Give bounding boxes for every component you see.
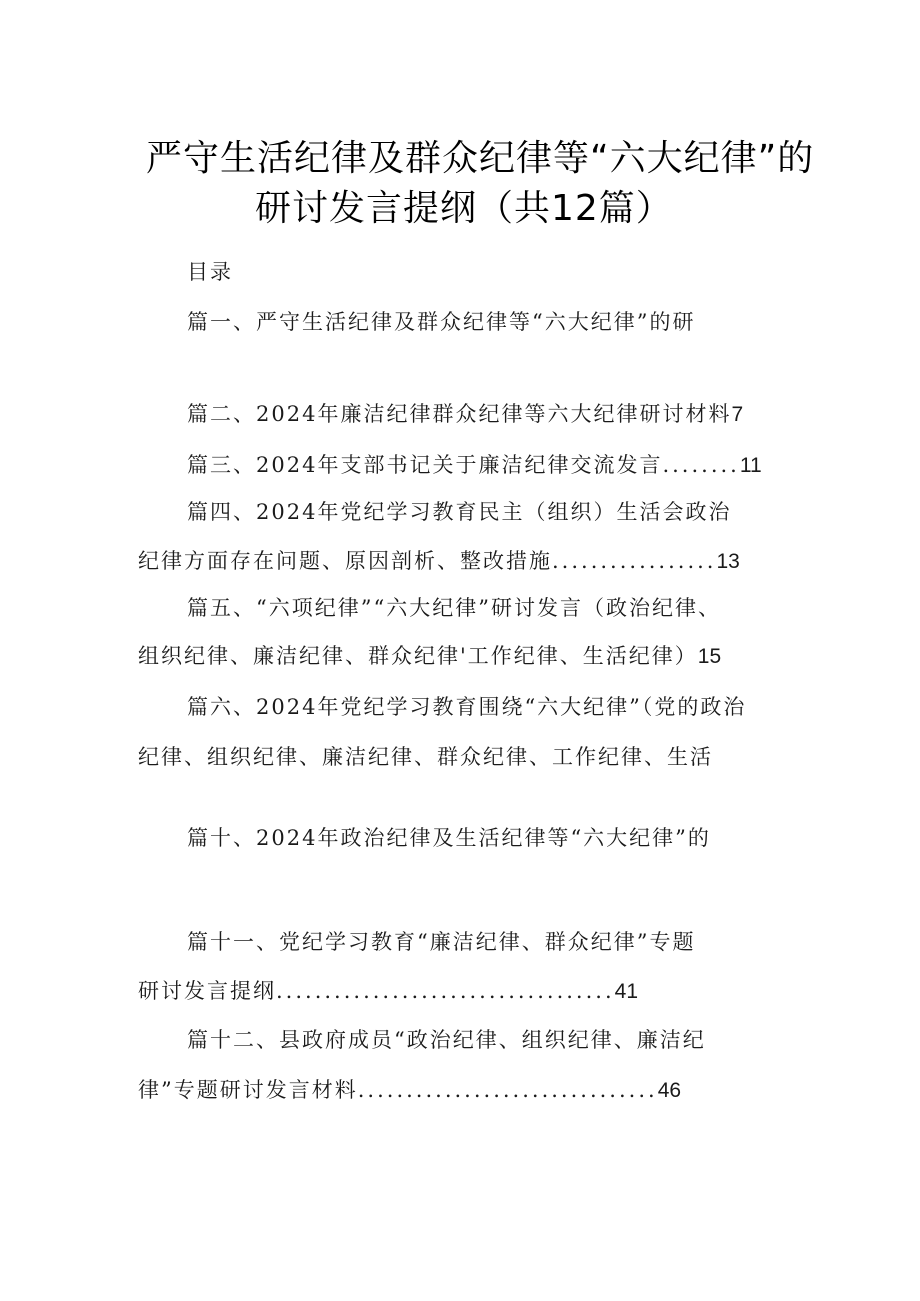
- toc-entry-text: 篇十一、党纪学习教育“廉洁纪律、群众纪律”专题: [187, 930, 696, 954]
- toc-leader-dots: ...................................: [276, 979, 615, 1003]
- toc-entry-text: 篇十、2024年政治纪律及生活纪律等“六大纪律”的: [187, 826, 711, 850]
- toc-page-number: 15: [697, 645, 722, 668]
- toc-page-number: 11: [739, 454, 762, 477]
- toc-leader-dots: .................: [552, 549, 717, 573]
- toc-entry-text: 篇十二、县政府成员“政治纪律、组织纪律、廉洁纪: [187, 1028, 706, 1052]
- title-line-2: 研讨发言提纲（共12篇）: [255, 188, 673, 229]
- toc-entry-text: 纪律、组织纪律、廉洁纪律、群众纪律、工作纪律、生活: [138, 745, 713, 769]
- toc-page-number: 7: [731, 403, 744, 426]
- toc-entry-text: 组织纪律、廉洁纪律、群众纪律'工作纪律、生活纪律）: [138, 644, 698, 668]
- toc-entry-text: 研讨发言提纲: [138, 979, 276, 1003]
- toc-entry[interactable]: [187, 926, 695, 956]
- toc-entry-continued[interactable]: [138, 975, 638, 1005]
- toc-entry-continued[interactable]: [138, 741, 713, 771]
- toc-entry[interactable]: [187, 592, 721, 622]
- toc-entry[interactable]: [187, 449, 762, 479]
- toc-entry-text: 篇一、严守生活纪律及群众纪律等“六大纪律”的研: [187, 310, 696, 334]
- toc-entry-text: 纪律方面存在问题、原因剖析、整改措施: [138, 549, 552, 573]
- title-line-1: 严守生活纪律及群众纪律等“六大纪律”的: [146, 138, 815, 179]
- toc-entry[interactable]: [187, 1024, 706, 1054]
- toc-entry-continued[interactable]: [138, 1074, 681, 1104]
- toc-entry-text: 篇二、2024年廉洁纪律群众纪律等六大纪律研讨材料: [187, 402, 732, 426]
- toc-entry-text: 篇四、2024年党纪学习教育民主（组织）生活会政治: [187, 500, 732, 524]
- toc-entry-continued[interactable]: [138, 640, 721, 670]
- toc-entry-text: 律”专题研讨发言材料: [138, 1078, 358, 1102]
- toc-leader-dots: ...............................: [357, 1078, 658, 1102]
- toc-entry-continued[interactable]: [138, 545, 740, 575]
- toc-entry[interactable]: [187, 691, 746, 721]
- toc-entry-text: 篇六、2024年党纪学习教育围绕“六大纪律”（党的政治: [187, 695, 747, 719]
- toc-heading: 目录: [187, 260, 233, 284]
- toc-entry[interactable]: [187, 306, 695, 336]
- toc-entry[interactable]: [187, 398, 743, 428]
- toc-page-number: 13: [716, 550, 740, 573]
- toc-leader-dots: ........: [662, 453, 740, 477]
- toc-entry-text: 篇五、“六项纪律”“六大纪律”研讨发言（政治纪律、: [187, 596, 721, 620]
- toc-page-number: 46: [657, 1079, 682, 1102]
- toc-page-number: 41: [614, 980, 638, 1003]
- toc-entry[interactable]: [187, 822, 711, 852]
- toc-entry-text: 篇三、2024年支部书记关于廉洁纪律交流发言: [187, 453, 663, 477]
- toc-entry[interactable]: [187, 496, 731, 526]
